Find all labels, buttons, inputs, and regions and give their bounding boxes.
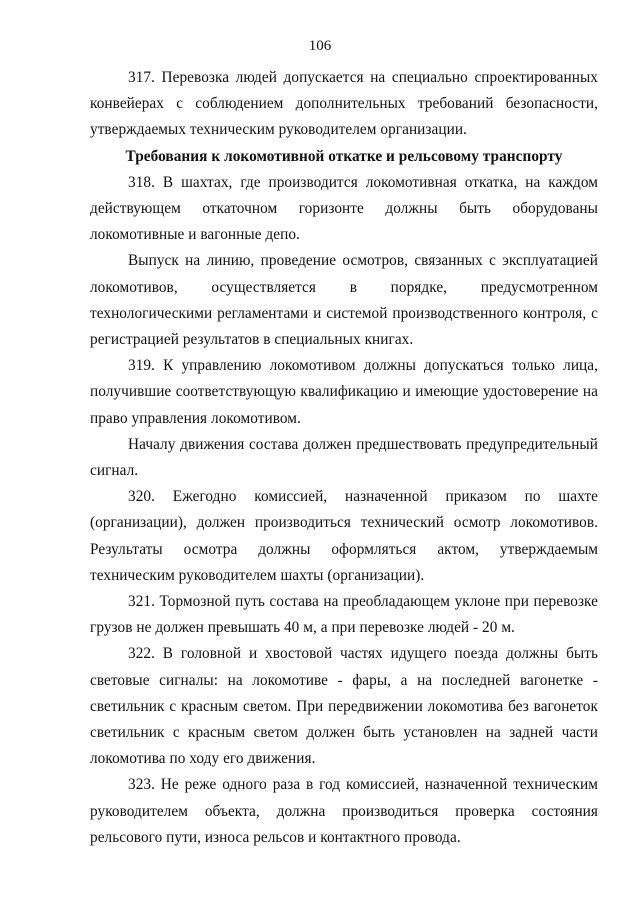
section-heading: Требования к локомотивной откатке и рельсовому транспорту	[125, 147, 563, 165]
paragraph-318: 318. В шахтах, где производится локомотивная откатка, на каждом действующем откаточном горизонте должны быть оборудованы локомотивные и вагонные депо.	[90, 173, 598, 244]
document-body	[90, 65, 598, 851]
paragraph-321: 321. Тормозной путь состава на преобладающем уклоне при перевозке грузов не должен превышать 40 м, а при перевозке людей - 20 м.	[90, 593, 598, 637]
paragraph-320: 320. Ежегодно комиссией, назначенной приказом по шахте (организации), должен производиться технический осмотр локомотивов. Результаты осмотра должны оформляться актом, утверждаемым техническим руководителем шахты (организации).	[90, 488, 598, 584]
paragraph-323: 323. Не реже одного раза в год комиссией, назначенной техническим руководителем объекта, должна производиться проверка состояния рельсового пути, износа рельсов и контактного провода.	[90, 776, 598, 846]
paragraph-318-release: Выпуск на линию, проведение осмотров, связанных с эксплуатацией локомотивов, осуществляется в порядке, предусмотренном технологическими регламентами и системой производственного контроля, с регистрацией результатов в специальных книгах.	[90, 252, 598, 349]
page-number: 106	[308, 38, 332, 54]
paragraph-319-signal: Началу движения состава должен предшествовать предупредительный сигнал.	[90, 435, 598, 480]
paragraph-317: 317. Перевозка людей допускается на специально спроектированных конвейерах с соблюдением дополнительных требований безопасности, утверждаемых техническим руководителем организации.	[90, 69, 598, 139]
paragraph-322: 322. В головной и хвостовой частях идущего поезда должны быть световые сигналы: на локомотиве - фары, а на последней вагонетке - светильник с красным светом. При передвижении локомотива без вагонеток светильник с красным светом должен быть установлен на задней части локомотива по ходу его движения.	[90, 645, 598, 768]
paragraph-319: 319. К управлению локомотивом должны допускаться только лица, получившие соответствующую квалификацию и имеющие удостоверение на право управления локомотивом.	[90, 357, 598, 427]
